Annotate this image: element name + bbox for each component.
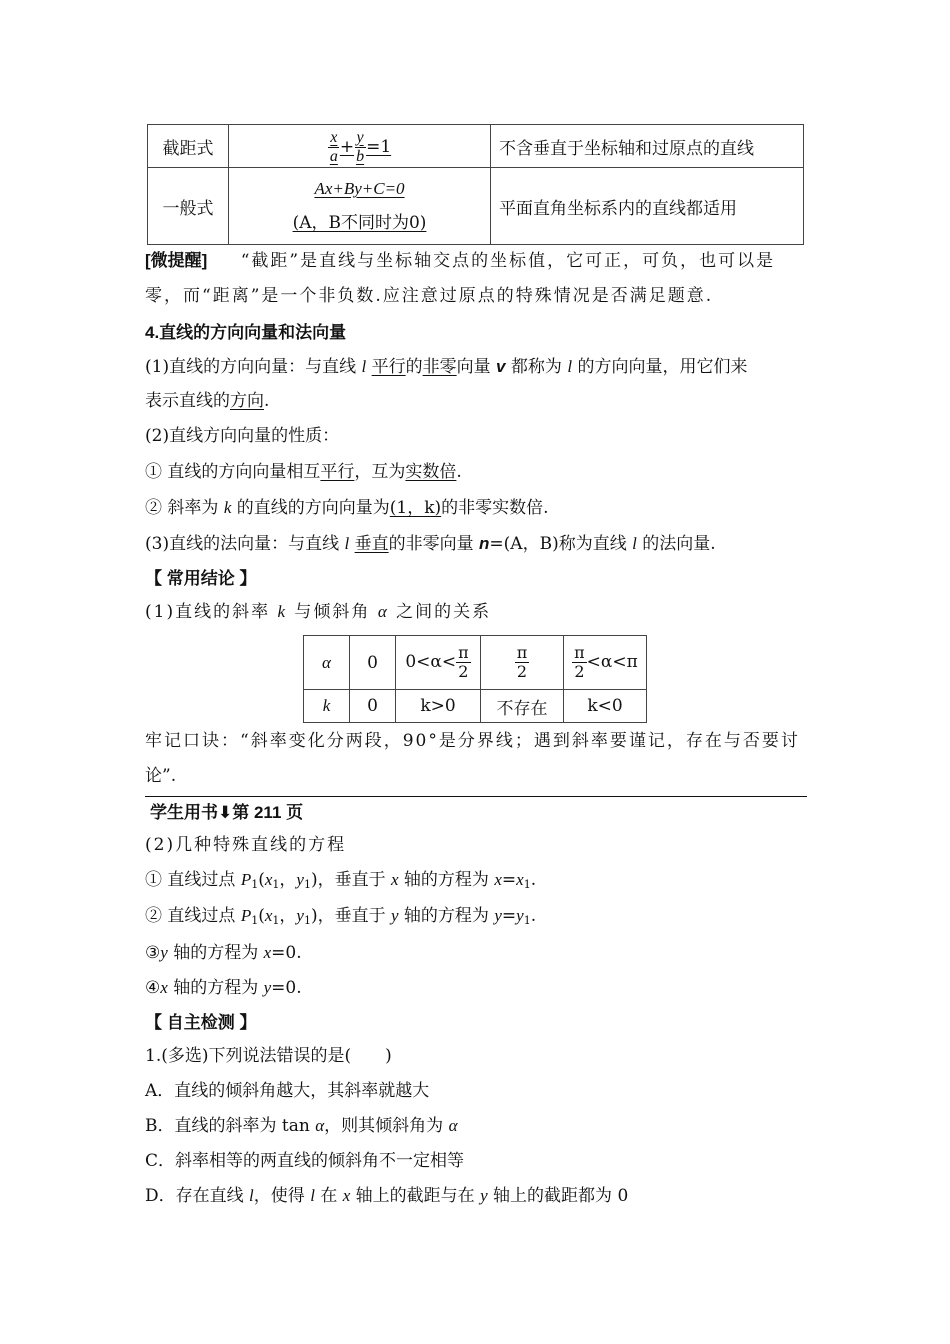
table-cell: k<0 [564,690,647,723]
form-name-cell: 截距式 [148,125,229,168]
intercept-formula-cell [229,125,491,168]
fraction-x-over-a: $\frac{x}{a}$ [329,128,338,165]
table-cell: $\frac{\pi}{2}$ <α<π [564,636,647,690]
slope-angle-table [303,635,647,723]
paragraph: ① 直线过点 $P_1(x_1$，$y_1$)，垂直于 x 轴的方程为 $x=x_1$. [145,870,537,891]
intercept-formula: $\frac{x}{a}$ + $\frac{y}{b}$ =1 [329,128,392,165]
option-b: B．直线的斜率为 tan α，则其倾斜角为 α [145,1116,458,1136]
general-formula: Ax+By+C=0 [314,179,405,198]
general-formula-condition: (A，B不同时为0) [292,213,427,233]
section-divider [145,796,807,797]
memo-line-2: 论”. [145,766,177,786]
question: 1.(多选)下列说法错误的是( ) [145,1046,392,1066]
section-heading: 【 常用结论 】 [145,569,257,588]
form-note-cell: 平面直角坐标系内的直线都适用 [491,168,804,245]
table-cell: k>0 [396,690,481,723]
paragraph: 表示直线的方向. [145,391,270,411]
table-cell: $\frac{\pi}{2}$ [481,636,564,690]
option-d: D．存在直线 l，使得 l 在 x 轴上的截距与在 y 轴上的截距都为 0 [145,1186,629,1206]
fraction-y-over-b: $\frac{y}{b}$ [356,128,365,165]
option-c: C．斜率相等的两直线的倾斜角不一定相等 [145,1151,465,1171]
line-forms-table [147,124,804,245]
table-row [148,125,804,168]
paragraph: ③y 轴的方程为 x=0. [145,943,302,963]
table-cell: k [304,690,350,723]
tip-label: [微提醒] [145,251,208,270]
table-cell: α [304,636,350,690]
table-cell: 0<α< $\frac{\pi}{2}$ [396,636,481,690]
paragraph: (2)几种特殊直线的方程 [145,835,347,855]
table-cell: 0 [350,636,396,690]
table-cell: 0 [350,690,396,723]
table-row [148,168,804,245]
memo-line-1: 牢记口诀：“斜率变化分两段，90°是分界线；遇到斜率要谨记，存在与否要讨 [145,731,800,751]
page-reference: 学生用书⬇第 211 页 [150,803,304,822]
paragraph: ④x 轴的方程为 y=0. [145,978,302,998]
tip-line-2: 零，而“距离”是一个非负数.应注意过原点的特殊情况是否满足题意. [145,286,714,306]
paragraph: (1)直线的斜率 k 与倾斜角 α 之间的关系 [145,602,492,622]
form-note-cell: 不含垂直于坐标轴和过原点的直线 [491,125,804,168]
table-cell: 不存在 [481,690,564,723]
tip-line-1: [微提醒] “截距”是直线与坐标轴交点的坐标值，它可正，可负，也可以是 [145,251,776,271]
paragraph: ② 斜率为 k 的直线的方向向量为(1，k)的非零实数倍. [145,498,549,518]
option-a: A．直线的倾斜角越大，其斜率就越大 [145,1081,430,1101]
paragraph: (2)直线方向向量的性质： [145,426,340,446]
paragraph: (3)直线的法向量：与直线 l 垂直的非零向量 n=(A，B)称为直线 l 的法向量. [145,534,716,554]
form-name-cell: 一般式 [148,168,229,245]
section-heading: 4.直线的方向向量和法向量 [145,323,347,342]
table-row [304,690,647,723]
paragraph: ① 直线的方向向量相互平行，互为实数倍. [145,462,462,482]
section-heading: 【 自主检测 】 [145,1013,257,1032]
paragraph: (1)直线的方向向量：与直线 l 平行的非零向量 v 都称为 l 的方向向量，用它们来 [145,357,748,377]
paragraph: ② 直线过点 $P_1(x_1$，$y_1$)，垂直于 y 轴的方程为 $y=y_1$. [145,906,537,927]
table-row [304,636,647,690]
general-formula-cell [229,168,491,245]
